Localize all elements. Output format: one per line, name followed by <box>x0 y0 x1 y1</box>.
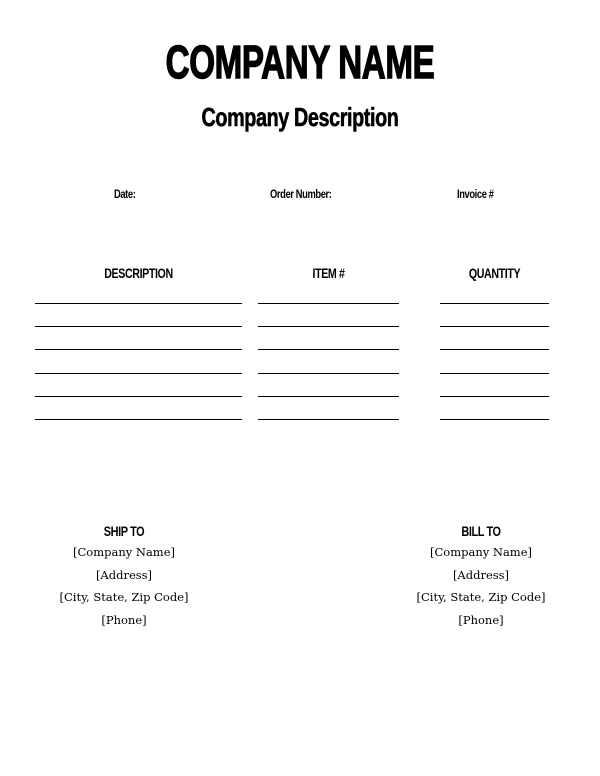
column-header-quantity: QUANTITY <box>468 265 521 281</box>
quantity-line <box>440 373 549 374</box>
bill-to-block <box>391 521 571 631</box>
ship-to-city-state-zip: [City, State, Zip Code] <box>59 590 189 604</box>
bill-to-title: BILL TO <box>461 523 501 539</box>
item-number-line <box>258 419 399 420</box>
description-line <box>35 303 242 304</box>
description-line <box>35 373 242 374</box>
order-number-label: Order Number: <box>270 187 332 201</box>
ship-to-address: [Address] <box>95 567 153 582</box>
description-line <box>35 419 242 420</box>
ship-to-block <box>34 521 214 631</box>
ship-to-company-name: [Company Name] <box>72 545 175 559</box>
bill-to-phone: [Phone] <box>458 612 504 627</box>
item-number-line <box>258 303 399 304</box>
item-number-line <box>258 396 399 397</box>
bill-to-company-name: [Company Name] <box>429 545 532 559</box>
bill-to-address: [Address] <box>452 567 510 582</box>
company-description: Company Description <box>201 102 399 132</box>
ship-to-phone: [Phone] <box>101 612 147 627</box>
invoice-number-label: Invoice # <box>457 187 494 201</box>
description-line <box>35 396 242 397</box>
item-number-line <box>258 349 399 350</box>
description-line <box>35 349 242 350</box>
quantity-line <box>440 326 549 327</box>
item-number-line <box>258 373 399 374</box>
column-header-description: DESCRIPTION <box>104 265 173 281</box>
quantity-line <box>440 349 549 350</box>
quantity-line <box>440 303 549 304</box>
item-number-line <box>258 326 399 327</box>
ship-to-title: SHIP TO <box>103 523 145 539</box>
quantity-line <box>440 396 549 397</box>
date-label: Date: <box>114 187 136 201</box>
company-name: COMPANY NAME <box>165 36 435 88</box>
column-header-item-number: ITEM # <box>312 265 345 281</box>
description-line <box>35 326 242 327</box>
quantity-line <box>440 419 549 420</box>
bill-to-city-state-zip: [City, State, Zip Code] <box>416 590 546 604</box>
